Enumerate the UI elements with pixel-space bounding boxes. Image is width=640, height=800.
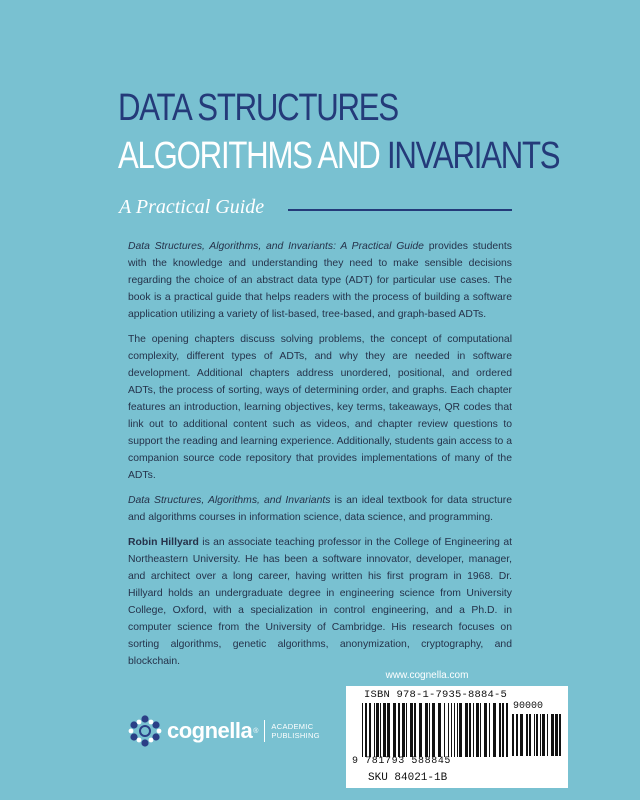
author-name: Robin Hillyard: [128, 537, 199, 548]
barcode-bar: [476, 703, 479, 757]
author-bio-text: is an associate teaching professor in the College of Engineering at Northeastern University. He has been a software innovator, developer, manager, and architect over a long career, having written his first program in 1968. Dr. Hillyard holds an undergraduate degree in engineering science from University College, Oxford, with a specialization in control engineering, and a Ph.D. in computer science from the University of Cambridge. His research focuses on sorting algorithms, genetic algorithms, anonymization, cryptography, and blockchain.: [128, 537, 512, 667]
publisher-tagline: [271, 722, 319, 740]
barcode-bar: [454, 703, 455, 757]
barcode-bar: [512, 714, 514, 756]
description-p3-text: is an ideal textbook for data structure and algorithms courses in information science, data science, and programming.: [128, 495, 512, 523]
barcode-digits: 9 781793 588845: [352, 756, 452, 767]
barcode-bar: [398, 703, 400, 757]
barcode-bar: [387, 703, 390, 757]
cognella-flower-icon: [127, 714, 163, 748]
barcode-bar: [542, 714, 545, 756]
isbn-barcode: [362, 703, 508, 757]
barcode-bar: [380, 703, 381, 757]
barcode-bar: [444, 703, 445, 757]
description-paragraph-3: [128, 492, 512, 526]
book-subtitle: A Practical Guide: [119, 196, 265, 218]
barcode-bar: [425, 703, 428, 757]
book-title: [118, 84, 559, 180]
description-p1-text: provides students with the knowledge and understanding they need to make sensible decisions regarding the choice of an abstract data type (ADT) for particular use cases. The book is a practical guide that helps readers with the process of building a software application utilizing a variety of list-based, tree-based, and graph-based ADTs.: [128, 241, 513, 320]
barcode-bar: [451, 703, 452, 757]
barcode-bar: [540, 714, 541, 756]
barcode-bar: [410, 703, 413, 757]
publisher-website: www.cognella.com: [385, 670, 469, 681]
barcode-bar: [516, 714, 518, 756]
barcode-bar: [551, 714, 554, 756]
barcode-bar: [559, 714, 561, 756]
book-title-reference: Data Structures, Algorithms, and Invariants: A Practical Guide: [128, 241, 424, 252]
barcode-bar: [419, 703, 422, 757]
description-paragraph-1: [128, 238, 512, 323]
barcode-bar: [457, 703, 458, 757]
barcode-bar: [469, 703, 471, 757]
publisher-name: cognella: [167, 718, 253, 743]
book-description: [128, 238, 512, 678]
barcode-bar: [402, 703, 405, 757]
barcode-bar: [383, 703, 386, 757]
barcode-bar: [448, 703, 449, 757]
barcode-bar: [376, 703, 379, 757]
barcode-bar: [465, 703, 468, 757]
barcode-bar: [547, 714, 548, 756]
barcode-bar: [499, 703, 501, 757]
barcode-bar: [555, 714, 558, 756]
barcode-bar: [432, 703, 435, 757]
barcode-bar: [362, 703, 363, 757]
barcode-bar: [536, 714, 538, 756]
barcode-bar: [502, 703, 504, 757]
publisher-logo: [127, 714, 320, 748]
barcode-bar: [520, 714, 523, 756]
barcode-bar: [484, 703, 487, 757]
barcode-bar: [529, 714, 531, 756]
barcode-bar: [489, 703, 490, 757]
author-bio: [128, 534, 512, 670]
title-line-2-accent: INVARIANTS: [386, 135, 560, 177]
barcode-bar: [473, 703, 474, 757]
barcode-bar: [414, 703, 416, 757]
barcode-bar: [506, 703, 508, 757]
isbn-label: ISBN 978-1-7935-8884-5: [364, 689, 508, 701]
price-addon-digits: 90000: [513, 701, 544, 712]
book-title-reference-short: Data Structures, Algorithms, and Invariants: [128, 495, 331, 506]
description-paragraph-2: The opening chapters discuss solving problems, the concept of computational complexity, different types of ADTs, and why they are needed in software development. Additional chapters address unordered, positional, and ordered ADTs, the process of sorting, ways of determining order, and graphs. Each chapter features an introduction, learning objectives, key terms, takeaways, QR codes that link out to additional content such as videos, and chapter review questions to support the reading and learning experience. Additionally, students gain access to a companion source code repository that provides implementations of many of the ADTs.: [128, 334, 512, 481]
barcode-bar: [480, 703, 481, 757]
barcode-bar: [526, 714, 528, 756]
barcode-bar: [393, 703, 396, 757]
barcode-bar: [374, 703, 375, 757]
barcode-bar: [438, 703, 441, 757]
title-line-2-prefix: ALGORITHMS AND: [118, 135, 380, 177]
barcode-bar: [493, 703, 496, 757]
barcode-bar: [406, 703, 407, 757]
addon-barcode: [512, 714, 562, 756]
barcode-bar: [365, 703, 367, 757]
sku-label: SKU 84021-1B: [368, 772, 448, 784]
barcode-bar: [534, 714, 535, 756]
barcode-bar: [429, 703, 430, 757]
barcode-panel: [346, 686, 568, 788]
registered-mark: ®: [253, 727, 259, 735]
subtitle-rule: [288, 209, 512, 211]
barcode-bar: [369, 703, 371, 757]
title-line-2: [118, 132, 559, 180]
tagline-line-2: PUBLISHING: [271, 731, 320, 740]
title-line-1: DATA STRUCTURES: [118, 87, 398, 129]
tagline-line-1: ACADEMIC: [271, 722, 314, 731]
logo-divider: [264, 720, 265, 742]
barcode-bar: [459, 703, 462, 757]
